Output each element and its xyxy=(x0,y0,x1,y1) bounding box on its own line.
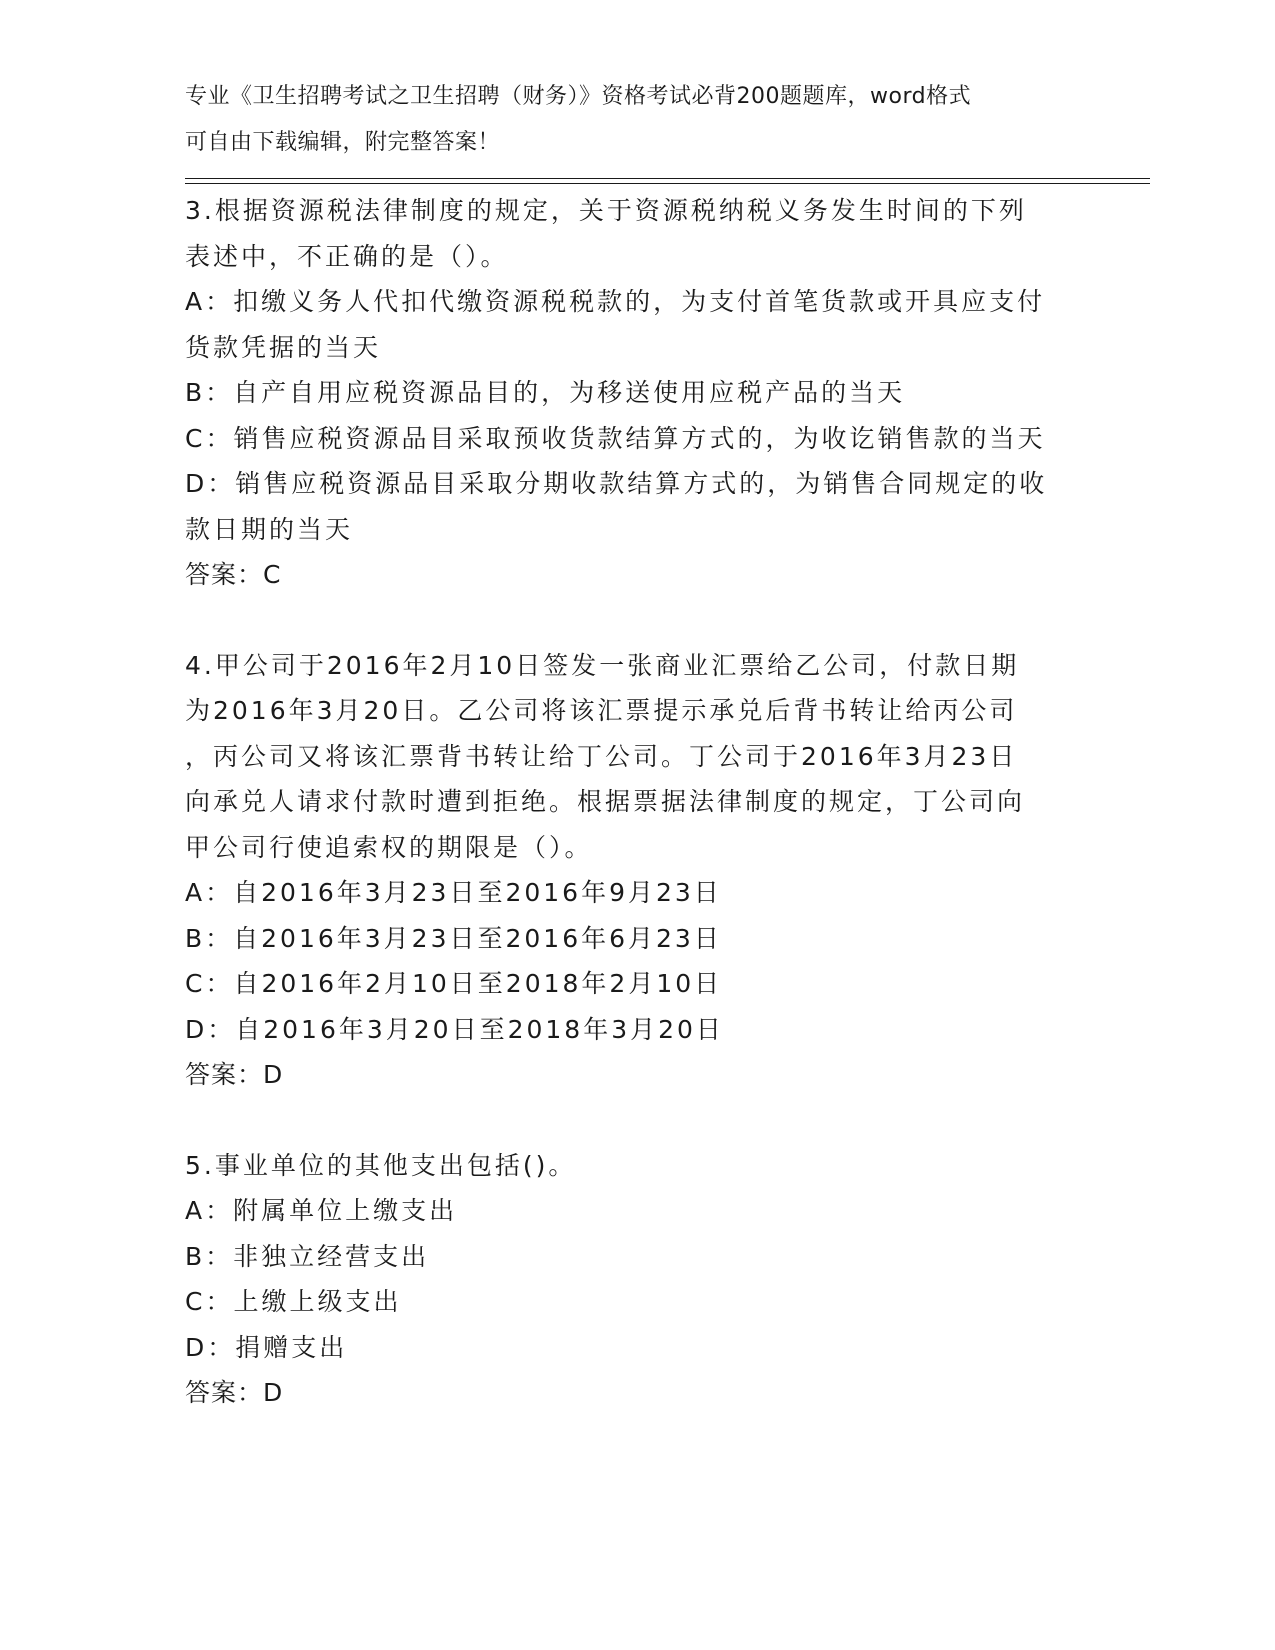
option-c: C：销售应税资源品目采取预收货款结算方式的，为收讫销售款的当天 xyxy=(185,423,1046,453)
option-a: A：扣缴义务人代扣代缴资源税税款的，为支付首笔货款或开具应支付 xyxy=(185,287,1046,316)
option-b: B：非独立经营支出 xyxy=(185,1241,430,1271)
question-5 xyxy=(185,1143,1085,1416)
spacer xyxy=(185,598,1085,643)
question-list xyxy=(185,188,1085,1416)
option-d: D：销售应税资源品目采取分期收款结算方式的，为销售合同规定的收 xyxy=(185,469,1048,498)
question-stem: ，丙公司又将该汇票背书转让给丁公司。丁公司于2016年3月23日 xyxy=(185,741,1018,771)
header-divider xyxy=(185,178,1150,179)
option-a: 货款凭据的当天 xyxy=(185,332,382,362)
question-stem: 为2016年3月20日。乙公司将该汇票提示承兑后背书转让给丙公司 xyxy=(185,696,1018,725)
option-d: 款日期的当天 xyxy=(185,514,354,544)
option-b: B：自2016年3月23日至2016年6月23日 xyxy=(185,923,722,953)
question-stem: 4.甲公司于2016年2月10日签发一张商业汇票给乙公司，付款日期 xyxy=(185,650,1020,680)
option-d: D：捐赠支出 xyxy=(185,1332,348,1362)
option-d: D：自2016年3月20日至2018年3月20日 xyxy=(185,1014,724,1044)
question-stem: 甲公司行使追索权的期限是（）。 xyxy=(185,832,593,862)
option-a: A：附属单位上缴支出 xyxy=(185,1196,458,1225)
question-stem: 表述中，不正确的是（）。 xyxy=(185,241,509,271)
question-3 xyxy=(185,188,1085,598)
answer-label: 答案：D xyxy=(185,1060,284,1089)
document-header xyxy=(185,74,1065,165)
question-stem: 3.根据资源税法律制度的规定，关于资源税纳税义务发生时间的下列 xyxy=(185,196,1027,225)
option-a: A：自2016年3月23日至2016年9月23日 xyxy=(185,878,722,907)
option-c: C：自2016年2月10日至2018年2月10日 xyxy=(185,969,723,998)
answer-label: 答案：D xyxy=(185,1378,284,1407)
header-divider xyxy=(185,183,1150,184)
option-c: C：上缴上级支出 xyxy=(185,1287,402,1316)
header-line: 可自由下载编辑，附完整答案！ xyxy=(185,129,501,155)
question-4 xyxy=(185,643,1085,1098)
answer-label: 答案：C xyxy=(185,560,282,589)
spacer xyxy=(185,1098,1085,1143)
option-b: B：自产自用应税资源品目的，为移送使用应税产品的当天 xyxy=(185,378,906,407)
question-stem: 向承兑人请求付款时遭到拒绝。根据票据法律制度的规定，丁公司向 xyxy=(185,787,1026,816)
question-stem: 5.事业单位的其他支出包括()。 xyxy=(185,1150,577,1180)
header-line: 专业《卫生招聘考试之卫生招聘（财务）》资格考试必背200题题库，word格式 xyxy=(185,84,972,109)
